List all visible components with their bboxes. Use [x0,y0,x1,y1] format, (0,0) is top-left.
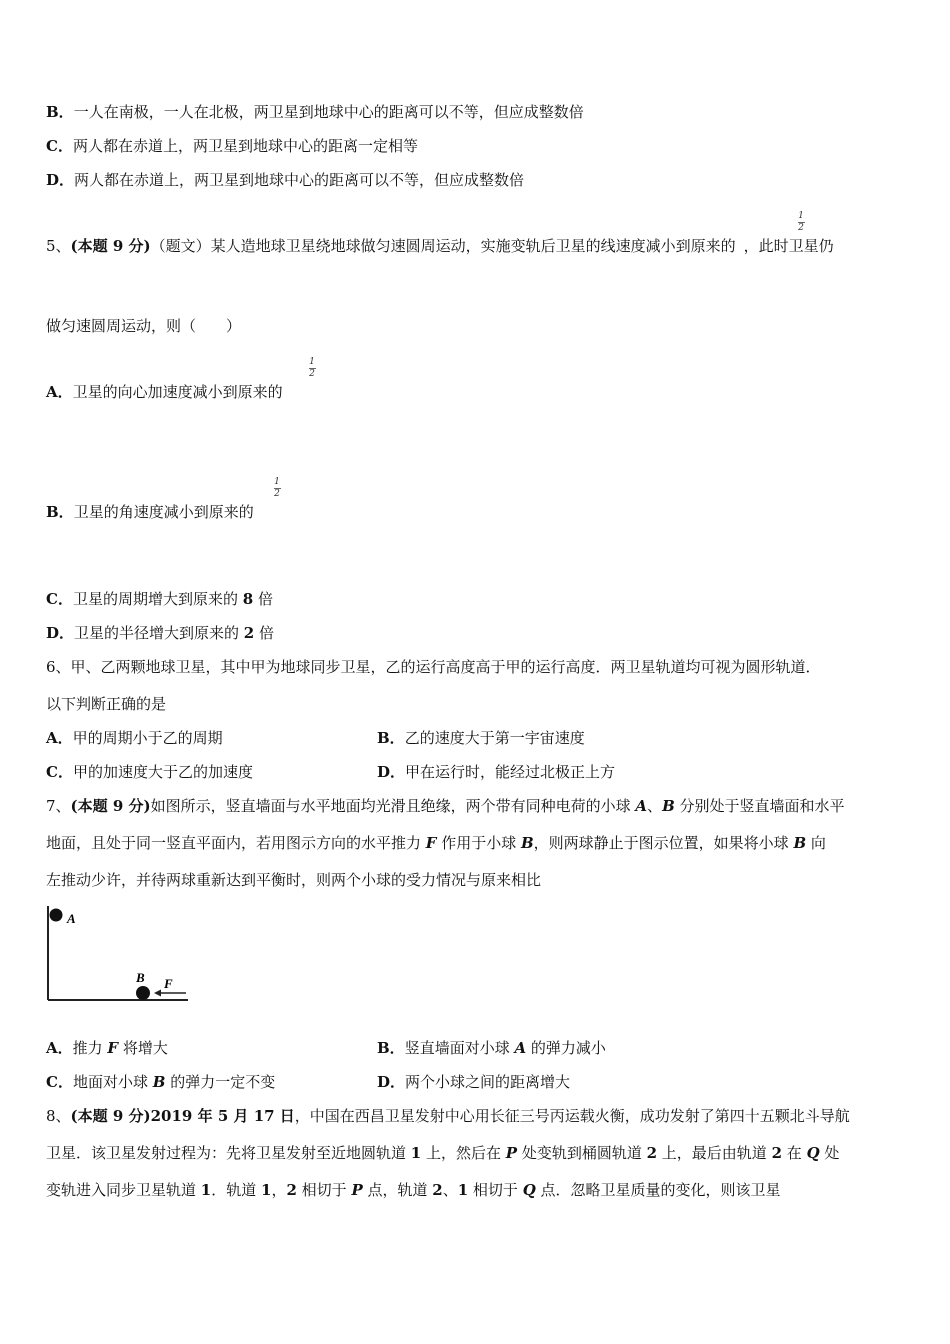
option-text: 的弹力减小 [526,1039,606,1057]
fraction-numerator: 1 [274,477,280,487]
var-p: P [351,1181,363,1199]
var-q: Q [522,1181,536,1199]
question-text: 在 [782,1144,807,1162]
option-text: 甲的加速度大于乙的加速度 [72,763,253,781]
var-b: B [793,834,807,852]
option-label: C． [46,137,73,155]
q6-option-a [46,728,223,748]
q8-stem-line2 [46,1143,839,1163]
option-label: A． [46,729,73,747]
option-text: 的弹力一定不变 [165,1073,276,1091]
question-text: 左推动少许，并待两球重新达到平衡时，则两个小球的受力情况与原来相比 [46,871,542,889]
option-label: D． [377,1073,406,1091]
option-text: 将增大 [118,1039,168,1057]
q7-option-d [377,1072,570,1092]
question-score: (本题 9 分) [70,797,151,815]
q5-stem-line1 [46,236,834,256]
question-score: (本题 9 分) [70,237,151,255]
fraction-numerator: 1 [798,211,804,221]
q5-option-c [46,589,273,609]
option-text: 卫星的角速度减小到原来的 [73,503,254,521]
fraction-one-half [797,212,805,233]
separator: 、 [647,797,663,815]
option-number: 2 [243,624,255,642]
option-label: B． [377,1039,405,1057]
option-label: D． [46,624,75,642]
question-score: (本题 9 分) [70,1107,151,1125]
question-text: ．轨道 [211,1181,261,1199]
option-label: B． [46,503,74,521]
option-text: 两个小球之间的距离增大 [405,1073,571,1091]
q4-option-c [46,136,418,156]
q6-option-c [46,762,253,782]
orbit-number: 2 [432,1181,443,1199]
question-text: 甲、乙两颗地球卫星，其中甲为地球同步卫星，乙的运行高度高于甲的运行高度．两卫星轨道均可视为圆形轨道． [70,658,821,676]
question-text: 相切于 [296,1181,352,1199]
q7-stem-line3 [46,870,541,890]
question-text: ， [271,1181,287,1199]
option-text: 甲的周期小于乙的周期 [72,729,223,747]
question-number: 8、 [46,1107,71,1125]
q7-option-c [46,1072,275,1092]
question-text: 如图所示，竖直墙面与水平地面均光滑且绝缘，两个带有同种电荷的小球 [150,797,636,815]
fraction-one-half [273,478,281,499]
var-a: A [514,1039,527,1057]
orbit-number: 1 [261,1181,272,1199]
option-text: 两人都在赤道上，两卫星到地球中心的距离可以不等，但应成整数倍 [74,171,525,189]
option-label: A． [46,383,73,401]
q5-stem-line2 [46,316,241,336]
question-text: 向 [806,834,826,852]
orbit-number: 1 [457,1181,469,1199]
fraction-denominator: 2 [309,369,315,379]
fraction-denominator: 2 [274,489,280,499]
q6-stem-line2 [46,694,166,714]
var-f: F [107,1039,119,1057]
option-text: 卫星的向心加速度减小到原来的 [72,383,283,401]
question-number: 6、 [46,658,71,676]
option-number: 8 [242,590,254,608]
q7-option-b [377,1038,606,1058]
q5-option-a [46,382,283,402]
q8-stem-line1 [46,1106,850,1126]
option-text: 推力 [72,1039,108,1057]
var-b: B [520,834,534,852]
question-text-end: ，此时卫星仍 [743,237,834,255]
q7-stem-line2 [46,833,826,853]
question-text: 处 [819,1144,840,1162]
option-label: B． [377,729,405,747]
option-text: 倍 [254,624,275,642]
orbit-number: 2 [646,1144,658,1162]
option-label: C． [46,1073,73,1091]
question-text: 上，最后由轨道 [657,1144,772,1162]
var-f: F [425,834,437,852]
option-text: 倍 [253,590,273,608]
question-text: 点．忽略卫星质量的变化，则该卫星 [535,1181,781,1199]
question-number: 5、 [46,237,71,255]
label-b: B [136,970,145,985]
label-a: A [67,911,76,926]
q6-option-b [377,728,585,748]
question-text: 分别处于竖直墙面和水平 [674,797,845,815]
fraction-denominator: 2 [798,223,804,233]
label-f: F [164,976,173,991]
question-text: 做匀速圆周运动，则（ ） [46,317,242,335]
q6-option-d [377,762,615,782]
q5-option-b [46,502,254,522]
option-text: 竖直墙面对小球 [404,1039,515,1057]
force-arrow-head [154,990,161,997]
q8-stem-line3 [46,1180,781,1200]
var-b: B [152,1073,166,1091]
question-text: 作用于小球 [436,834,521,852]
question-text: 点，轨道 [362,1181,433,1199]
option-label: D． [377,763,406,781]
option-label: B． [46,103,74,121]
option-label: C． [46,763,73,781]
option-text: 甲在运行时，能经过北极正上方 [405,763,616,781]
option-label: A． [46,1039,73,1057]
question-text: 卫星．该卫星发射过程为：先将卫星发射至近地圆轨道 [46,1144,411,1162]
option-text: 卫星的半径增大到原来的 [74,624,244,642]
orbit-number: 2 [286,1181,297,1199]
orbit-number: 2 [771,1144,783,1162]
question-text: ，中国在西昌卫星发射中心用长征三号丙运载火衡，成功发射了第四十五颗北斗导航 [294,1107,850,1125]
option-text: 卫星的周期增大到原来的 [72,590,243,608]
option-label: C． [46,590,73,608]
ball-b [136,986,150,1000]
var-b: B [662,797,675,815]
orbit-number: 1 [410,1144,422,1162]
var-p: P [505,1144,518,1162]
question-number: 7、 [46,797,71,815]
option-text: 一人在南极，一人在北极，两卫星到地球中心的距离可以不等，但应成整数倍 [73,103,584,121]
question-text: ，则两球静止于图示位置，如果将小球 [533,834,794,852]
q7-option-a [46,1038,168,1058]
option-text: 两人都在赤道上，两卫星到地球中心的距离一定相等 [72,137,418,155]
question-text: 变轨进入同步卫星轨道 [46,1181,201,1199]
question-text: 以下判断正确的是 [46,695,167,713]
question-text: 地面，且处于同一竖直平面内，若用图示方向的水平推力 [46,834,426,852]
q6-stem-line1 [46,657,821,677]
q4-option-d [46,170,524,190]
question-date: 2019 年 5 月 17 日 [150,1107,295,1125]
q7-figure [40,900,200,1010]
q7-stem-line1 [46,796,845,816]
orbit-number: 1 [200,1181,212,1199]
q5-option-d [46,623,274,643]
question-text: 上，然后在 [421,1144,506,1162]
option-text: 乙的速度大于第一宇宙速度 [404,729,585,747]
question-text: （题文）某人造地球卫星绕地球做匀速圆周运动，实施变轨后卫星的线速度减小到原来的 [150,237,736,255]
option-label: D． [46,171,75,189]
fraction-one-half [308,358,316,379]
question-text: 处变轨到桶圆轨道 [517,1144,647,1162]
question-text: 相切于 [468,1181,523,1199]
question-text: 、 [442,1181,458,1199]
var-a: A [635,797,648,815]
option-text: 地面对小球 [72,1073,153,1091]
fraction-numerator: 1 [309,357,315,367]
var-q: Q [806,1144,820,1162]
ball-a [50,909,63,922]
q4-option-b [46,102,584,122]
